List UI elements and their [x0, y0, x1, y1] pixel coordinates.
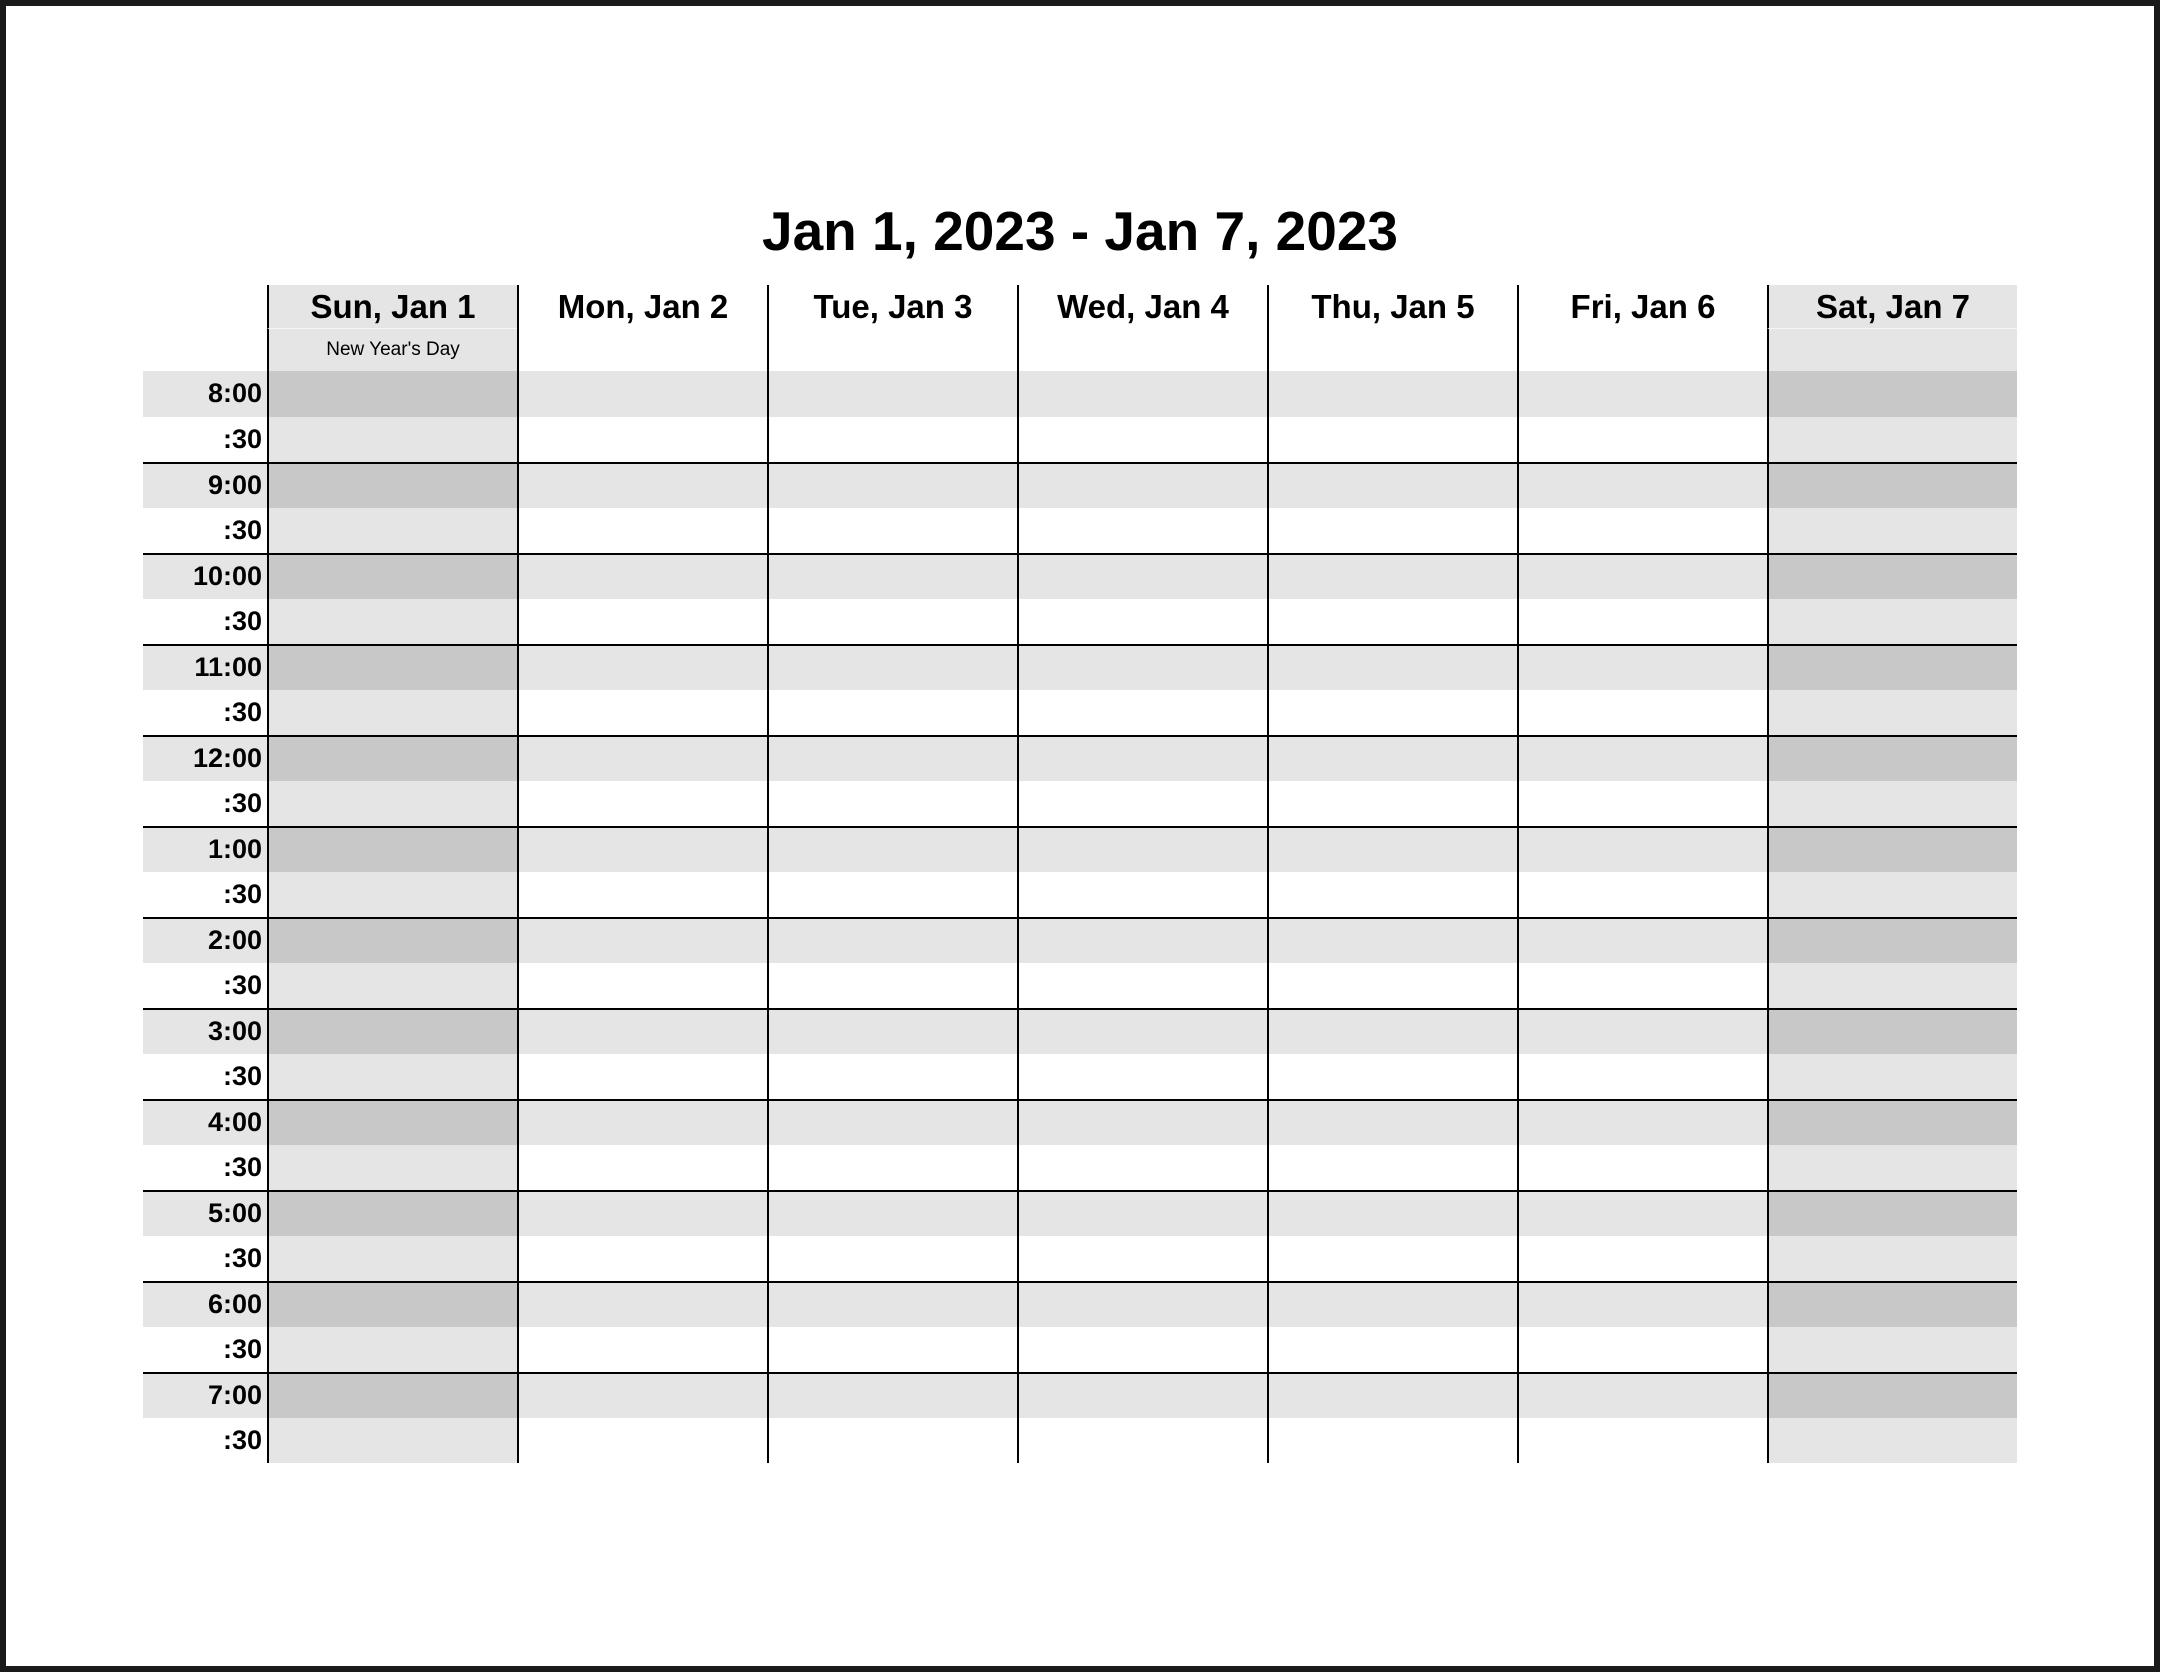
time-slot-cell[interactable]: [267, 1281, 517, 1327]
time-slot-cell[interactable]: [767, 417, 1017, 463]
time-slot-cell[interactable]: [1017, 1281, 1267, 1327]
time-slot-cell[interactable]: [767, 1327, 1017, 1373]
time-slot-cell[interactable]: [1267, 1281, 1517, 1327]
time-label: :30: [143, 417, 267, 463]
time-slot-cell[interactable]: [517, 735, 767, 781]
time-slot-cell[interactable]: [767, 690, 1017, 736]
time-slot-cell[interactable]: [1267, 963, 1517, 1009]
day-note: [1017, 329, 1267, 371]
time-slot-cell[interactable]: [1767, 1236, 2017, 1282]
time-label: :30: [143, 508, 267, 554]
time-slot-cell[interactable]: [517, 1008, 767, 1054]
day-header: Fri, Jan 6: [1517, 285, 1767, 329]
day-header: Wed, Jan 4: [1017, 285, 1267, 329]
day-note: [1267, 329, 1517, 371]
time-slot-cell[interactable]: [767, 1099, 1017, 1145]
time-slot-cell[interactable]: [767, 826, 1017, 872]
day-header: Thu, Jan 5: [1267, 285, 1517, 329]
time-slot-cell[interactable]: [1017, 735, 1267, 781]
time-slot-cell[interactable]: [1017, 872, 1267, 918]
time-slot-cell[interactable]: [1267, 1327, 1517, 1373]
header-corner: [143, 329, 267, 371]
time-label: 8:00: [143, 371, 267, 417]
time-slot-cell[interactable]: [267, 1372, 517, 1418]
time-slot-cell[interactable]: [267, 826, 517, 872]
time-slot-cell[interactable]: [517, 417, 767, 463]
time-slot-cell[interactable]: [1017, 462, 1267, 508]
time-slot-cell[interactable]: [267, 1418, 517, 1464]
day-header: Mon, Jan 2: [517, 285, 767, 329]
time-slot-cell[interactable]: [267, 599, 517, 645]
time-label: :30: [143, 1418, 267, 1464]
time-slot-cell[interactable]: [767, 462, 1017, 508]
time-slot-cell[interactable]: [517, 1145, 767, 1191]
time-slot-cell[interactable]: [267, 553, 517, 599]
time-slot-cell[interactable]: [517, 462, 767, 508]
time-slot-cell[interactable]: [767, 1054, 1017, 1100]
time-slot-cell[interactable]: [1017, 826, 1267, 872]
time-slot-cell[interactable]: [267, 644, 517, 690]
time-slot-cell[interactable]: [767, 963, 1017, 1009]
time-slot-cell[interactable]: [267, 1327, 517, 1373]
time-slot-cell[interactable]: [267, 1099, 517, 1145]
time-slot-cell[interactable]: [267, 963, 517, 1009]
time-slot-cell[interactable]: [1517, 508, 1767, 554]
time-slot-cell[interactable]: [267, 1190, 517, 1236]
time-slot-cell[interactable]: [1017, 644, 1267, 690]
time-slot-cell[interactable]: [1517, 1418, 1767, 1464]
time-slot-cell[interactable]: [1517, 1190, 1767, 1236]
time-slot-cell[interactable]: [267, 1054, 517, 1100]
time-slot-cell[interactable]: [1017, 1054, 1267, 1100]
time-slot-cell[interactable]: [767, 781, 1017, 827]
time-slot-cell[interactable]: [1267, 917, 1517, 963]
time-slot-cell[interactable]: [767, 917, 1017, 963]
time-slot-cell[interactable]: [517, 644, 767, 690]
page-title: Jan 1, 2023 - Jan 7, 2023: [762, 200, 1398, 262]
time-slot-cell[interactable]: [1267, 1054, 1517, 1100]
day-note: New Year's Day: [267, 329, 517, 371]
time-slot-cell[interactable]: [767, 1008, 1017, 1054]
time-slot-cell[interactable]: [517, 1281, 767, 1327]
time-slot-cell[interactable]: [1017, 781, 1267, 827]
time-label: :30: [143, 1236, 267, 1282]
time-slot-cell[interactable]: [1767, 508, 2017, 554]
time-slot-cell[interactable]: [1267, 690, 1517, 736]
time-slot-cell[interactable]: [1517, 599, 1767, 645]
day-note: [1767, 329, 2017, 371]
time-slot-cell[interactable]: [1767, 644, 2017, 690]
time-slot-cell[interactable]: [1017, 599, 1267, 645]
weekly-calendar-grid: [143, 285, 2017, 1463]
time-slot-cell[interactable]: [1267, 462, 1517, 508]
time-slot-cell[interactable]: [1767, 963, 2017, 1009]
time-label: :30: [143, 781, 267, 827]
time-slot-cell[interactable]: [1017, 690, 1267, 736]
time-slot-cell[interactable]: [517, 508, 767, 554]
time-slot-cell[interactable]: [1767, 872, 2017, 918]
time-slot-cell[interactable]: [267, 1008, 517, 1054]
time-slot-cell[interactable]: [1517, 917, 1767, 963]
time-slot-cell[interactable]: [1767, 1372, 2017, 1418]
time-slot-cell[interactable]: [1767, 1418, 2017, 1464]
time-slot-cell[interactable]: [767, 1281, 1017, 1327]
time-slot-cell[interactable]: [517, 917, 767, 963]
time-slot-cell[interactable]: [1517, 1236, 1767, 1282]
time-label: 6:00: [143, 1281, 267, 1327]
time-slot-cell[interactable]: [517, 1327, 767, 1373]
time-label: 12:00: [143, 735, 267, 781]
time-slot-cell[interactable]: [1017, 508, 1267, 554]
time-slot-cell[interactable]: [767, 1236, 1017, 1282]
day-header: Sun, Jan 1: [267, 285, 517, 329]
time-label: :30: [143, 963, 267, 1009]
day-header: Sat, Jan 7: [1767, 285, 2017, 329]
time-slot-cell[interactable]: [267, 735, 517, 781]
time-slot-cell[interactable]: [1517, 1099, 1767, 1145]
time-slot-cell[interactable]: [517, 781, 767, 827]
time-slot-cell[interactable]: [1267, 1236, 1517, 1282]
time-label: :30: [143, 599, 267, 645]
time-slot-cell[interactable]: [1017, 1236, 1267, 1282]
time-slot-cell[interactable]: [517, 599, 767, 645]
time-slot-cell[interactable]: [1767, 462, 2017, 508]
time-slot-cell[interactable]: [1267, 1372, 1517, 1418]
time-slot-cell[interactable]: [1017, 1418, 1267, 1464]
time-label: 1:00: [143, 826, 267, 872]
time-slot-cell[interactable]: [1267, 644, 1517, 690]
time-label: 2:00: [143, 917, 267, 963]
time-slot-cell[interactable]: [1517, 1372, 1767, 1418]
time-slot-cell[interactable]: [1517, 1054, 1767, 1100]
time-slot-cell[interactable]: [267, 781, 517, 827]
time-slot-cell[interactable]: [1517, 872, 1767, 918]
time-slot-cell[interactable]: [767, 644, 1017, 690]
time-slot-cell[interactable]: [1767, 553, 2017, 599]
time-slot-cell[interactable]: [1267, 1099, 1517, 1145]
time-slot-cell[interactable]: [1767, 735, 2017, 781]
time-slot-cell[interactable]: [1017, 1190, 1267, 1236]
time-slot-cell[interactable]: [767, 371, 1017, 417]
time-label: 3:00: [143, 1008, 267, 1054]
time-slot-cell[interactable]: [1267, 781, 1517, 827]
time-slot-cell[interactable]: [1017, 1008, 1267, 1054]
time-slot-cell[interactable]: [1517, 963, 1767, 1009]
time-slot-cell[interactable]: [1767, 1099, 2017, 1145]
day-note: [1517, 329, 1767, 371]
time-slot-cell[interactable]: [1517, 690, 1767, 736]
time-label: 11:00: [143, 644, 267, 690]
time-slot-cell[interactable]: [1267, 1008, 1517, 1054]
time-slot-cell[interactable]: [1017, 1372, 1267, 1418]
time-slot-cell[interactable]: [767, 553, 1017, 599]
time-slot-cell[interactable]: [267, 417, 517, 463]
time-slot-cell[interactable]: [267, 1145, 517, 1191]
time-slot-cell[interactable]: [517, 826, 767, 872]
time-label: :30: [143, 690, 267, 736]
time-slot-cell[interactable]: [517, 1099, 767, 1145]
time-slot-cell[interactable]: [1517, 1145, 1767, 1191]
time-slot-cell[interactable]: [267, 690, 517, 736]
time-slot-cell[interactable]: [1267, 417, 1517, 463]
time-slot-cell[interactable]: [1267, 735, 1517, 781]
time-slot-cell[interactable]: [1267, 599, 1517, 645]
time-slot-cell[interactable]: [1517, 826, 1767, 872]
time-slot-cell[interactable]: [517, 371, 767, 417]
time-slot-cell[interactable]: [267, 917, 517, 963]
time-slot-cell[interactable]: [1767, 1145, 2017, 1191]
time-slot-cell[interactable]: [767, 1145, 1017, 1191]
time-slot-cell[interactable]: [517, 690, 767, 736]
time-slot-cell[interactable]: [517, 1418, 767, 1464]
time-slot-cell[interactable]: [1517, 781, 1767, 827]
time-slot-cell[interactable]: [267, 508, 517, 554]
time-slot-cell[interactable]: [767, 735, 1017, 781]
time-slot-cell[interactable]: [1517, 1327, 1767, 1373]
day-header: Tue, Jan 3: [767, 285, 1017, 329]
time-slot-cell[interactable]: [1017, 1099, 1267, 1145]
time-slot-cell[interactable]: [267, 371, 517, 417]
time-slot-cell[interactable]: [1517, 553, 1767, 599]
time-slot-cell[interactable]: [1017, 1327, 1267, 1373]
time-label: 5:00: [143, 1190, 267, 1236]
time-slot-cell[interactable]: [267, 462, 517, 508]
time-slot-cell[interactable]: [1767, 1281, 2017, 1327]
time-slot-cell[interactable]: [517, 963, 767, 1009]
time-slot-cell[interactable]: [1767, 371, 2017, 417]
time-slot-cell[interactable]: [517, 553, 767, 599]
time-slot-cell[interactable]: [767, 1418, 1017, 1464]
time-slot-cell[interactable]: [1517, 644, 1767, 690]
time-slot-cell[interactable]: [767, 1372, 1017, 1418]
time-slot-cell[interactable]: [1767, 826, 2017, 872]
time-slot-cell[interactable]: [1267, 1190, 1517, 1236]
time-slot-cell[interactable]: [767, 599, 1017, 645]
time-slot-cell[interactable]: [1767, 599, 2017, 645]
header-corner: [143, 285, 267, 329]
time-slot-cell[interactable]: [1767, 1008, 2017, 1054]
day-note: [767, 329, 1017, 371]
time-slot-cell[interactable]: [267, 872, 517, 918]
time-slot-cell[interactable]: [1517, 735, 1767, 781]
time-slot-cell[interactable]: [1017, 553, 1267, 599]
time-slot-cell[interactable]: [1517, 462, 1767, 508]
time-slot-cell[interactable]: [1767, 1190, 2017, 1236]
time-label: :30: [143, 1145, 267, 1191]
time-slot-cell[interactable]: [1267, 553, 1517, 599]
time-label: 9:00: [143, 462, 267, 508]
time-slot-cell[interactable]: [1267, 371, 1517, 417]
day-note: [517, 329, 767, 371]
time-slot-cell[interactable]: [517, 1054, 767, 1100]
time-slot-cell[interactable]: [1767, 417, 2017, 463]
time-label: :30: [143, 872, 267, 918]
time-slot-cell[interactable]: [1517, 1281, 1767, 1327]
time-slot-cell[interactable]: [1017, 917, 1267, 963]
time-slot-cell[interactable]: [1017, 371, 1267, 417]
time-slot-cell[interactable]: [1267, 872, 1517, 918]
time-slot-cell[interactable]: [267, 1236, 517, 1282]
time-slot-cell[interactable]: [1767, 1054, 2017, 1100]
time-slot-cell[interactable]: [1517, 371, 1767, 417]
time-label: 7:00: [143, 1372, 267, 1418]
time-slot-cell[interactable]: [1517, 417, 1767, 463]
time-label: 4:00: [143, 1099, 267, 1145]
time-slot-cell[interactable]: [767, 872, 1017, 918]
time-slot-cell[interactable]: [1767, 1327, 2017, 1373]
time-slot-cell[interactable]: [1017, 963, 1267, 1009]
time-label: :30: [143, 1054, 267, 1100]
time-slot-cell[interactable]: [1767, 690, 2017, 736]
time-slot-cell[interactable]: [1017, 1145, 1267, 1191]
time-slot-cell[interactable]: [1017, 417, 1267, 463]
time-slot-cell[interactable]: [517, 872, 767, 918]
time-slot-cell[interactable]: [767, 1190, 1017, 1236]
time-slot-cell[interactable]: [517, 1236, 767, 1282]
time-slot-cell[interactable]: [517, 1372, 767, 1418]
time-slot-cell[interactable]: [1767, 917, 2017, 963]
time-slot-cell[interactable]: [1267, 1418, 1517, 1464]
time-slot-cell[interactable]: [1267, 508, 1517, 554]
time-slot-cell[interactable]: [767, 508, 1017, 554]
time-slot-cell[interactable]: [1517, 1008, 1767, 1054]
time-slot-cell[interactable]: [517, 1190, 767, 1236]
time-label: 10:00: [143, 553, 267, 599]
time-slot-cell[interactable]: [1267, 826, 1517, 872]
time-slot-cell[interactable]: [1767, 781, 2017, 827]
time-slot-cell[interactable]: [1267, 1145, 1517, 1191]
time-label: :30: [143, 1327, 267, 1373]
